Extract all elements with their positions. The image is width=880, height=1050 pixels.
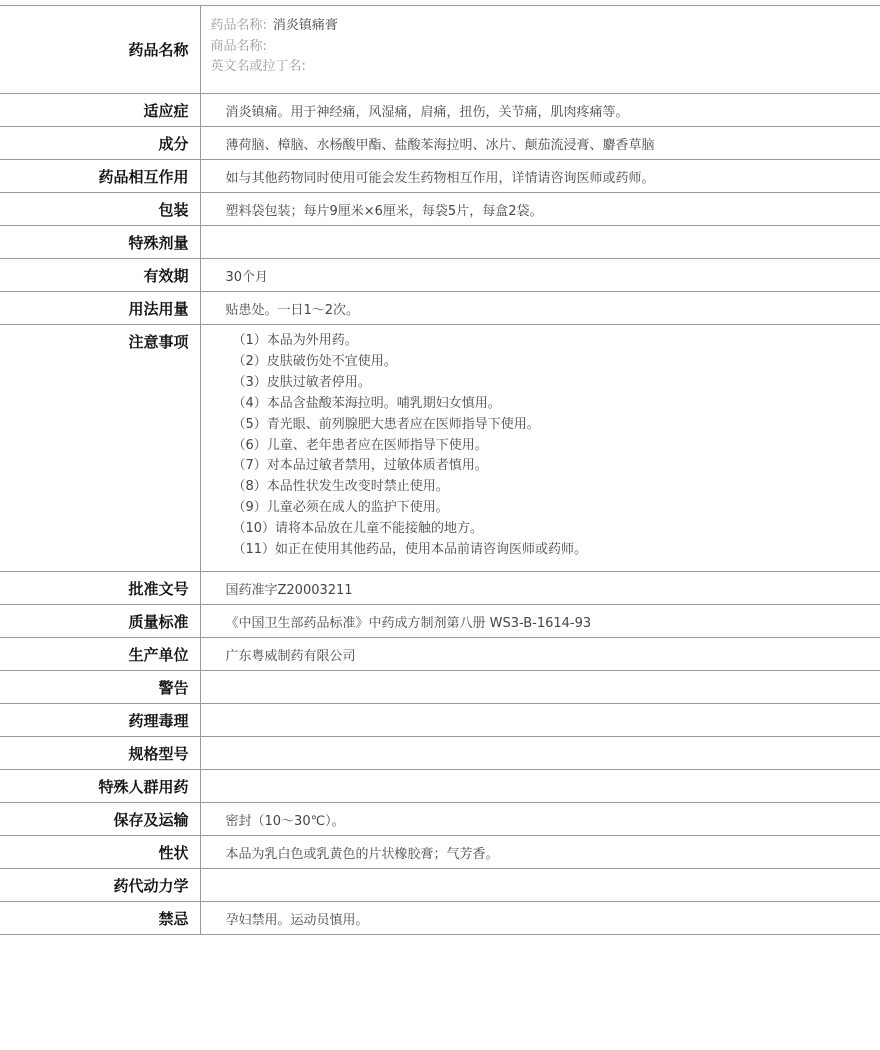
row-label: 特殊人群用药 <box>0 770 200 803</box>
row-pharmacokinetics <box>0 869 880 902</box>
row-quality-standard <box>0 605 880 638</box>
row-special-dosage <box>0 226 880 259</box>
drug-spec-table <box>0 5 880 935</box>
row-label: 药代动力学 <box>0 869 200 902</box>
row-value <box>200 671 880 704</box>
row-label: 禁忌 <box>0 902 200 935</box>
row-shelf-life <box>0 259 880 292</box>
list-item: （6）儿童、老年患者应在医师指导下使用。 <box>232 437 488 453</box>
row-label: 用法用量 <box>0 292 200 325</box>
row-value: 薄荷脑、樟脑、水杨酸甲酯、盐酸苯海拉明、冰片、颠茄流浸膏、麝香草脑 <box>200 127 880 160</box>
list-item: （8）本品性状发生改变时禁止使用。 <box>232 479 449 495</box>
drug-name-line <box>211 16 880 37</box>
list-item: （7）对本品过敏者禁用，过敏体质者慎用。 <box>232 458 488 474</box>
row-value: 贴患处。一日1～2次。 <box>200 292 880 325</box>
drug-name-key: 药品名称: <box>210 18 267 33</box>
row-label: 包装 <box>0 193 200 226</box>
drug-names-cell <box>200 6 880 94</box>
row-value <box>200 226 880 259</box>
trade-name-key: 商品名称: <box>210 38 267 54</box>
list-item: （10）请将本品放在儿童不能接触的地方。 <box>232 521 484 537</box>
row-label: 特殊剂量 <box>0 226 200 259</box>
row-value: 广东粤威制药有限公司 <box>200 638 880 671</box>
trade-name-value <box>267 39 273 54</box>
row-label: 性状 <box>0 836 200 869</box>
row-contraindications <box>0 902 880 935</box>
row-storage <box>0 803 880 836</box>
latin-name-value <box>306 59 312 74</box>
row-label: 药品相互作用 <box>0 160 200 193</box>
row-value <box>200 770 880 803</box>
row-label: 规格型号 <box>0 737 200 770</box>
list-item: （4）本品含盐酸苯海拉明。哺乳期妇女慎用。 <box>232 395 501 411</box>
row-value: 30个月 <box>200 259 880 292</box>
row-warning <box>0 671 880 704</box>
list-item: （2）皮肤破伤处不宜使用。 <box>232 353 397 369</box>
row-label: 药品名称 <box>0 6 200 94</box>
list-item: （1）本品为外用药。 <box>232 333 358 348</box>
latin-name-key: 英文名或拉丁名: <box>210 59 306 74</box>
row-usage <box>0 292 880 325</box>
list-item: （5）青光眼、前列腺肥大患者应在医师指导下使用。 <box>232 416 540 432</box>
list-item: （9）儿童必须在成人的监护下使用。 <box>232 500 449 516</box>
row-label: 质量标准 <box>0 605 200 638</box>
row-pharmacology <box>0 704 880 737</box>
row-ingredients <box>0 127 880 160</box>
row-label: 生产单位 <box>0 638 200 671</box>
row-special-populations <box>0 770 880 803</box>
row-drug-name <box>0 6 880 94</box>
row-label: 药理毒理 <box>0 704 200 737</box>
row-label: 警告 <box>0 671 200 704</box>
row-value: 孕妇禁用。运动员慎用。 <box>200 902 880 935</box>
row-approval-number <box>0 572 880 605</box>
list-item: （3）皮肤过敏者停用。 <box>232 374 371 390</box>
row-value: 塑料袋包装；每片9厘米×6厘米，每袋5片，每盒2袋。 <box>200 193 880 226</box>
precautions-cell <box>200 325 880 572</box>
precautions-list <box>233 331 880 561</box>
row-appearance <box>0 836 880 869</box>
drug-name-value: 消炎镇痛膏 <box>272 18 338 33</box>
list-item: （11）如正在使用其他药品，使用本品前请咨询医师或药师。 <box>232 542 588 558</box>
trade-name-line <box>211 37 880 58</box>
row-value: 《中国卫生部药品标准》中药成方制剂第八册 WS3-B-1614-93 <box>200 605 880 638</box>
row-value: 国药准字Z20003211 <box>200 572 880 605</box>
row-value <box>200 704 880 737</box>
row-value: 如与其他药物同时使用可能会发生药物相互作用，详情请咨询医师或药师。 <box>200 160 880 193</box>
row-indications <box>0 94 880 127</box>
row-label: 注意事项 <box>0 325 200 572</box>
row-interactions <box>0 160 880 193</box>
row-manufacturer <box>0 638 880 671</box>
latin-name-line <box>211 57 880 78</box>
row-packaging <box>0 193 880 226</box>
row-specification <box>0 737 880 770</box>
row-label: 批准文号 <box>0 572 200 605</box>
row-label: 成分 <box>0 127 200 160</box>
row-precautions <box>0 325 880 572</box>
row-value: 本品为乳白色或乳黄色的片状橡胶膏；气芳香。 <box>200 836 880 869</box>
row-value <box>200 869 880 902</box>
row-label: 保存及运输 <box>0 803 200 836</box>
row-value: 消炎镇痛。用于神经痛，风湿痛，肩痛，扭伤，关节痛，肌肉疼痛等。 <box>200 94 880 127</box>
row-value: 密封（10～30℃）。 <box>200 803 880 836</box>
row-label: 有效期 <box>0 259 200 292</box>
row-value <box>200 737 880 770</box>
row-label: 适应症 <box>0 94 200 127</box>
